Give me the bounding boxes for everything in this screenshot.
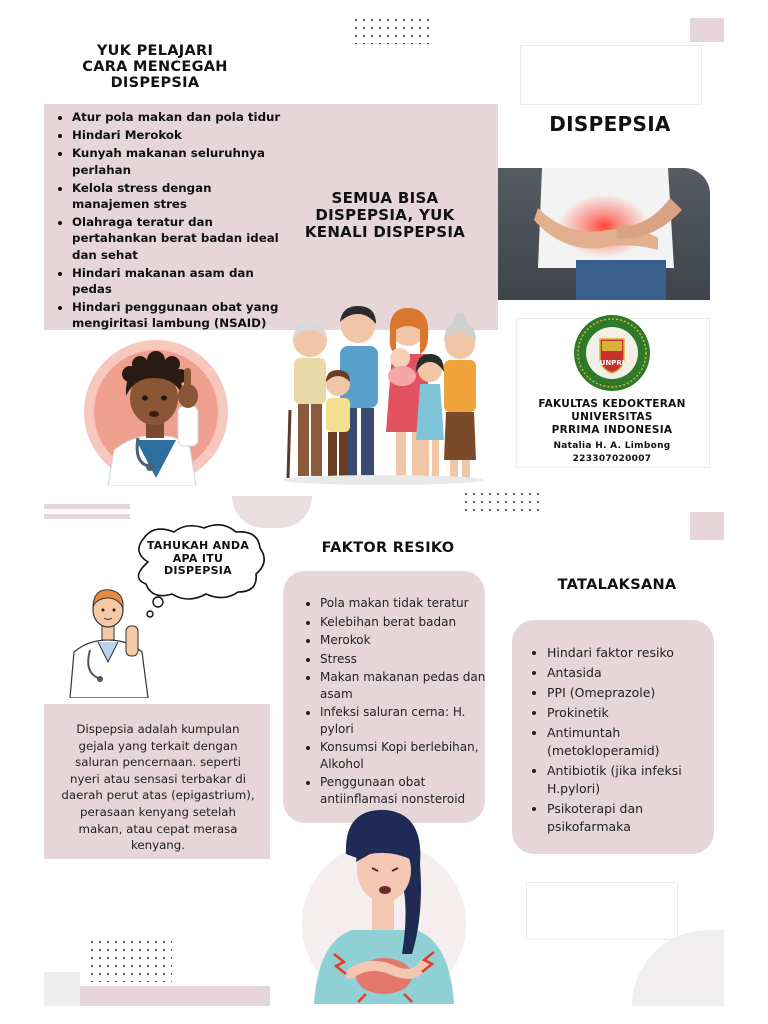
prevention-list <box>54 109 282 334</box>
dot-pattern-bottom-left <box>88 938 172 982</box>
corner-square-top-right <box>690 18 724 42</box>
slogan <box>290 190 480 241</box>
faculty-line-1: FAKULTAS KEDOKTERAN <box>538 398 686 410</box>
corner-square-mid-right <box>690 512 724 540</box>
bubble-line-3: DISPEPSIA <box>163 564 232 577</box>
prevention-item: • Hindari Merokok <box>72 127 282 143</box>
bubble-text <box>138 540 258 578</box>
bubble-line-1: TAHUKAH ANDA <box>146 539 250 552</box>
logo-text: UNPRI <box>599 359 625 367</box>
risk-item: • Konsumsi Kopi berlebihan, Alkohol <box>320 739 492 772</box>
definition-text: Dispepsia adalah kumpulan gejala yang terkait dengan saluran pencernaan. seperti nyeri atau sensasi terbakar di daerah perut atas (epigastrium), perasaan kenyang setelah makan, atau cepat merasa kenyang. <box>61 722 255 853</box>
slogan-line-1: SEMUA BISA <box>331 189 439 207</box>
cover-title: DISPEPSIA <box>549 112 671 136</box>
treatment-item: • PPI (Omeprazole) <box>547 684 719 702</box>
male-doctor-illustration <box>64 586 154 698</box>
prevention-item: • Kunyah makanan seluruhnya perlahan <box>72 145 282 177</box>
female-doctor-illustration <box>78 338 238 486</box>
treatment-item: • Antimuntah (metokloperamid) <box>547 724 719 760</box>
treatment-title: TATALAKSANA <box>557 577 677 593</box>
outline-box-top-right <box>520 45 702 105</box>
risk-item: • Pola makan tidak teratur <box>320 595 492 612</box>
family-illustration <box>278 300 488 486</box>
corner-square-bottom-left <box>44 972 80 1006</box>
risk-item: • Makan makanan pedas dan asam <box>320 669 492 702</box>
treatment-item: • Antasida <box>547 664 719 682</box>
risk-item: • Kelebihan berat badan <box>320 614 492 631</box>
prevention-item: • Hindari makanan asam dan pedas <box>72 265 282 297</box>
treatment-item: • Hindari faktor resiko <box>547 644 719 662</box>
prevention-title <box>60 43 250 91</box>
risk-item: • Merokok <box>320 632 492 649</box>
treatment-item: • Antibiotik (jika infeksi H.pylori) <box>547 762 719 798</box>
stripe-mid-left-2 <box>44 514 130 519</box>
slogan-line-2: DISPEPSIA, YUK <box>315 206 455 224</box>
faculty-line-2: UNIVERSITAS <box>571 411 653 423</box>
author-id: 223307020007 <box>572 454 652 464</box>
risk-list <box>302 595 492 809</box>
treatment-item: • Prokinetik <box>547 704 719 722</box>
faculty-info <box>520 398 704 466</box>
faculty-line-3: PRRIMA INDONESIA <box>551 424 673 436</box>
prevention-title-line-1: YUK PELAJARI <box>96 43 214 59</box>
risk-title: FAKTOR RESIKO <box>321 540 455 556</box>
risk-item: • Infeksi saluran cerna: H. pylori <box>320 704 492 737</box>
outline-box-bottom-right <box>526 882 678 940</box>
university-logo <box>567 313 657 393</box>
bottom-stripe <box>80 986 270 1006</box>
bubble-line-2: APA ITU <box>172 551 224 565</box>
risk-item: • Stress <box>320 651 492 668</box>
treatment-list <box>529 644 719 838</box>
prevention-title-line-3: DISPEPSIA <box>110 75 200 91</box>
stripe-mid-left-1 <box>44 504 130 509</box>
author-name: Natalia H. A. Limbong <box>553 441 671 451</box>
prevention-item: • Atur pola makan dan pola tidur <box>72 109 282 125</box>
quarter-circle-bottom-right <box>632 930 724 1006</box>
risk-item: • Penggunaan obat antiinflamasi nonsteroid <box>320 774 492 807</box>
prevention-title-line-2: CARA MENCEGAH <box>82 59 228 75</box>
prevention-item: • Olahraga teratur dan pertahankan berat badan ideal dan sehat <box>72 214 282 263</box>
prevention-item: • Hindari penggunaan obat yang mengiritasi lambung (NSAID) <box>72 299 282 331</box>
dot-pattern-mid <box>462 490 540 512</box>
prevention-item: • Kelola stress dengan manajemen stres <box>72 180 282 212</box>
treatment-item: • Psikoterapi dan psikofarmaka <box>547 800 719 836</box>
slogan-line-3: KENALI DISPEPSIA <box>304 223 466 241</box>
woman-stomach-pain-illustration <box>274 804 494 1004</box>
stomach-pain-photo <box>498 168 710 300</box>
dot-pattern-top <box>352 16 432 44</box>
